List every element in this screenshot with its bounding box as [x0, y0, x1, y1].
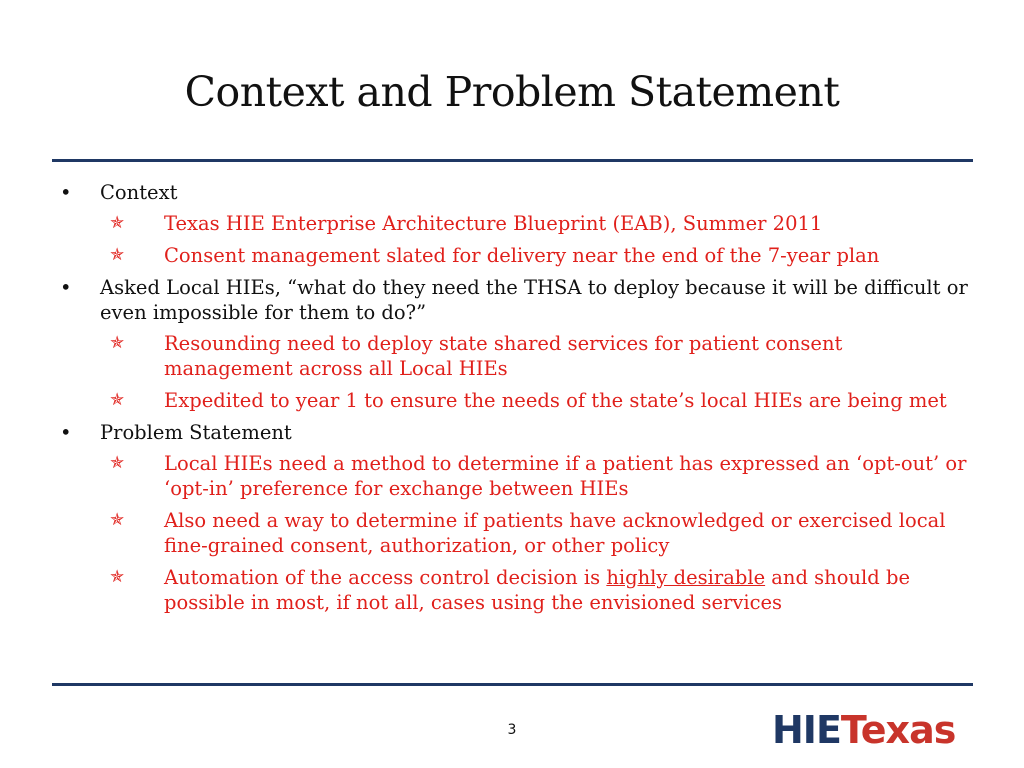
bullet-dot-icon: • [60, 276, 72, 299]
sub-bullet-text-part: Automation of the access control decision is [164, 566, 607, 589]
bullet-list [58, 180, 968, 622]
star-icon: ✯ [110, 453, 125, 473]
bullet-dot-icon: • [60, 421, 72, 444]
slide-title: Context and Problem Statement [184, 68, 840, 116]
bullet-text: Context [100, 181, 178, 204]
bullet-item [58, 275, 968, 325]
sub-bullet-text: Also need a way to determine if patients have acknowledged or exercised local fine-grained consent, authorization, or other policy [164, 509, 946, 557]
top-divider [52, 159, 973, 162]
bullet-dot-icon: • [60, 181, 72, 204]
star-icon: ✯ [110, 390, 125, 410]
sub-bullet-item [58, 388, 968, 413]
bullet-text: Asked Local HIEs, “what do they need the THSA to deploy because it will be difficult or even impossible for them to do?” [100, 276, 968, 324]
logo-hie-text: HIE [772, 708, 841, 752]
bullet-item [58, 180, 968, 205]
logo-texas-text: Texas [840, 708, 956, 752]
bullet-item [58, 420, 968, 445]
sub-bullet-text-part: and should be possible in most, if not all, cases using the envisioned services [164, 566, 910, 614]
sub-bullet-text: Expedited to year 1 to ensure the needs of the state’s local HIEs are being met [164, 389, 947, 412]
star-icon: ✯ [110, 567, 125, 587]
sub-bullet-item [58, 211, 968, 236]
sub-bullet-item [58, 331, 968, 381]
star-icon: ✯ [110, 510, 125, 530]
hietexas-logo [772, 707, 955, 753]
sub-bullet-item [58, 508, 968, 558]
underlined-emphasis: highly desirable [606, 566, 766, 589]
star-icon: ✯ [110, 213, 125, 233]
sub-bullet-text: Local HIEs need a method to determine if a patient has expressed an ‘opt-out’ or ‘opt-in’ preference for exchange between HIEs [164, 452, 967, 500]
sub-bullet-text [164, 566, 910, 614]
sub-bullet-item [58, 565, 968, 615]
sub-bullet-text: Resounding need to deploy state shared services for patient consent management across all Local HIEs [164, 332, 843, 380]
star-icon: ✯ [110, 245, 125, 265]
sub-bullet-text: Texas HIE Enterprise Architecture Blueprint (EAB), Summer 2011 [164, 212, 823, 235]
sub-bullet-text: Consent management slated for delivery near the end of the 7-year plan [164, 244, 880, 267]
star-icon: ✯ [110, 333, 125, 353]
page-number: 3 [507, 722, 517, 738]
sub-bullet-item [58, 451, 968, 501]
bullet-text: Problem Statement [100, 421, 292, 444]
sub-bullet-item [58, 243, 968, 268]
bottom-divider [52, 683, 973, 686]
